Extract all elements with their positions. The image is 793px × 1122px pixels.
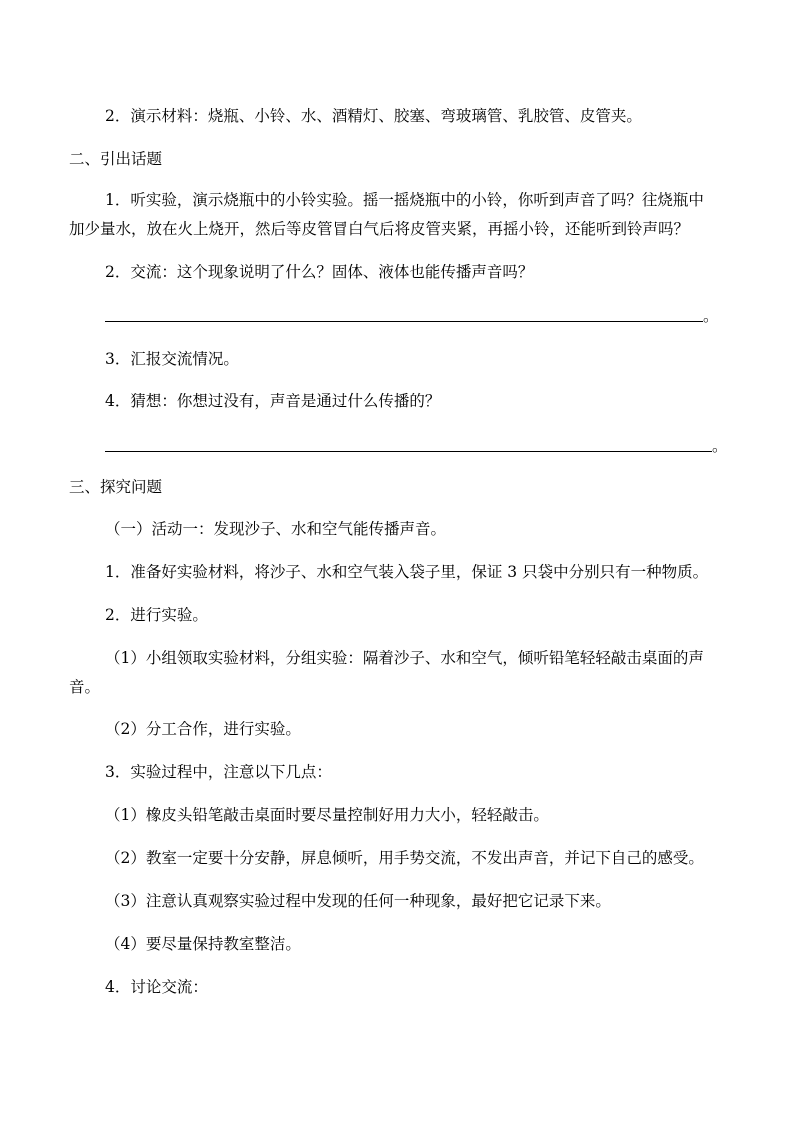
- paragraph-line: 1．准备好实验材料，将沙子、水和空气装入袋子里，保证 3 只袋中分别只有一种物质。: [105, 563, 709, 581]
- question-line: 2．交流：这个现象说明了什么？固体、液体也能传播声音吗？: [105, 263, 534, 281]
- paragraph-line: （2）分工合作，进行实验。: [105, 720, 301, 738]
- question-line: 4．猜想：你想过没有，声音是通过什么传播的？: [105, 392, 441, 410]
- paragraph-line: 加少量水，放在火上烧开，然后等皮管冒白气后将皮管夹紧，再摇小铃，还能听到铃声吗？: [69, 220, 690, 238]
- blank-period: 。: [712, 437, 728, 455]
- blank-period: 。: [703, 307, 719, 325]
- activity-heading: （一）活动一：发现沙子、水和空气能传播声音。: [105, 520, 447, 538]
- answer-blank: [105, 451, 712, 452]
- paragraph-line: 1．听实验，演示烧瓶中的小铃实验。摇一摇烧瓶中的小铃，你听到声音了吗？往烧瓶中: [105, 191, 704, 209]
- paragraph-line: （1）小组领取实验材料，分组实验：隔着沙子、水和空气，倾听铅笔轻轻敲击桌面的声: [105, 649, 704, 667]
- paragraph-line: （3）注意认真观察实验过程中发现的任何一种现象，最好把它记录下来。: [105, 892, 611, 910]
- paragraph-line: 音。: [69, 678, 101, 696]
- paragraph-line: 3．汇报交流情况。: [105, 350, 239, 368]
- materials-line: 2．演示材料：烧瓶、小铃、水、酒精灯、胶塞、弯玻璃管、乳胶管、皮管夹。: [105, 107, 642, 125]
- answer-blank: [105, 321, 703, 322]
- paragraph-line: 2．进行实验。: [105, 606, 208, 624]
- paragraph-line: （4）要尽量保持教室整洁。: [105, 935, 301, 953]
- paragraph-line: （2）教室一定要十分安静，屏息倾听，用手势交流，不发出声音，并记下自己的感受。: [105, 849, 704, 867]
- paragraph-line: 4．讨论交流：: [105, 978, 208, 996]
- paragraph-line: （1）橡皮头铅笔敲击桌面时要尽量控制好用力大小，轻轻敲击。: [105, 806, 549, 824]
- section-heading-2: 二、引出话题: [69, 150, 163, 168]
- section-heading-3: 三、探究问题: [69, 478, 163, 496]
- paragraph-line: 3．实验过程中，注意以下几点：: [105, 763, 332, 781]
